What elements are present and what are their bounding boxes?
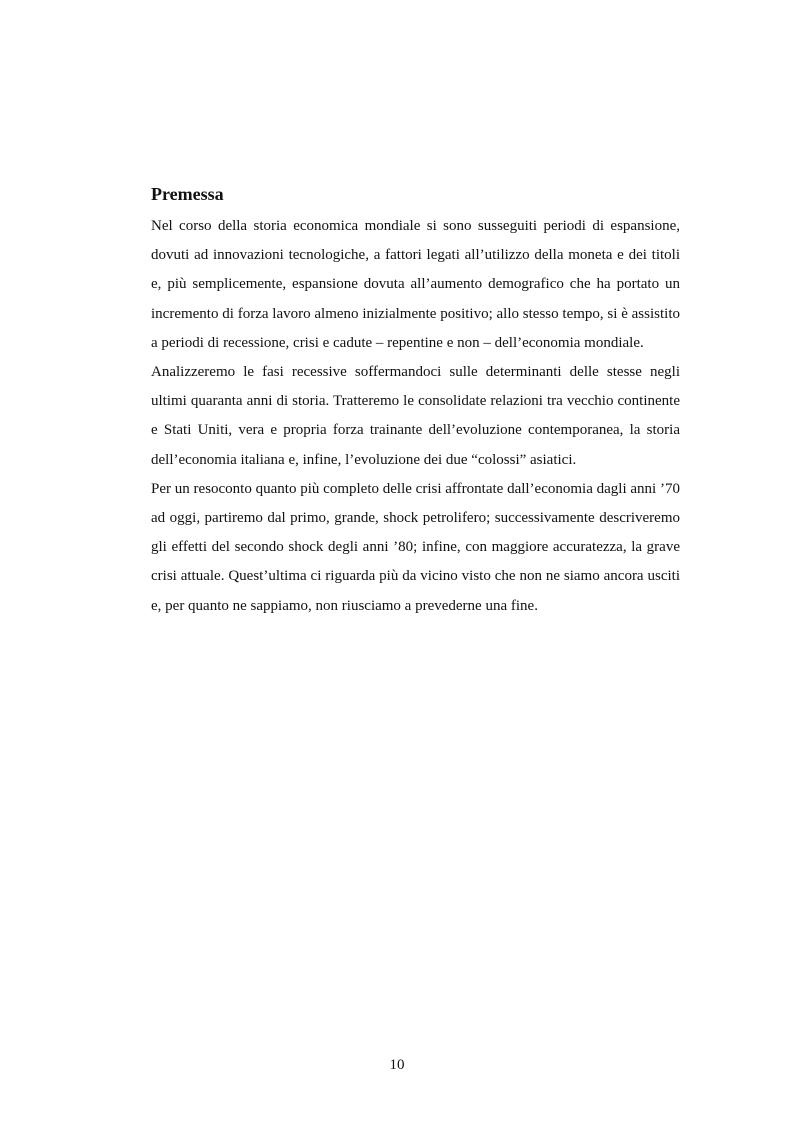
paragraph-intro: Nel corso della storia economica mondiale si sono susseguiti periodi di espansione, dovuti ad innovazioni tecnologiche, a fattori legati all’utilizzo della moneta e dei titoli e, più semplicemente, espansione dovuta all’aumento demografico che ha portato un incremento di forza lavoro almeno inizialmente positivo; allo stesso tempo, si è assistito a periodi di recessione, crisi e cadute – repentine e non – dell’economia mondiale. [151, 218, 680, 351]
paragraph-analysis: Analizzeremo le fasi recessive soffermandoci sulle determinanti delle stesse negli ultimi quaranta anni di storia. Tratteremo le consolidate relazioni tra vecchio continente e Stati Uniti, vera e propria forza trainante dell’evoluzione contemporanea, la storia dell’economia italiana e, infine, l’evoluzione dei due “colossi” asiatici. [151, 364, 680, 468]
section-heading: Premessa [151, 184, 224, 204]
paragraph-overview: Per un resoconto quanto più completo delle crisi affrontate dall’economia dagli anni ’70 ad oggi, partiremo dal primo, grande, shock petrolifero; successivamente descriveremo gli effetti del secondo shock degli anni ’80; infine, con maggiore accuratezza, la grave crisi attuale. Quest’ultima ci riguarda più da vicino visto che non ne siamo ancora usciti e, per quanto ne sappiamo, non riusciamo a prevederne una fine. [151, 480, 680, 614]
page-content [151, 182, 680, 621]
page-number: 10 [389, 1057, 405, 1073]
